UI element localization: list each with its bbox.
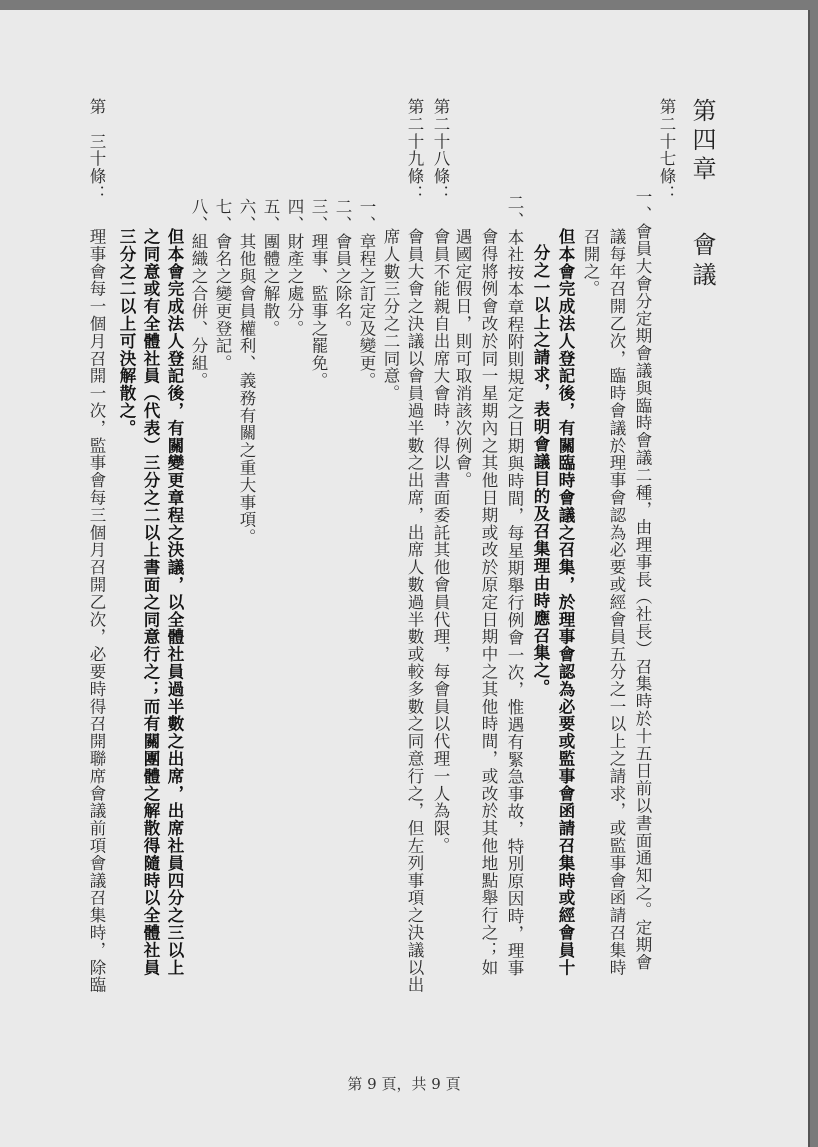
art29-item-7: 七、會名之變更登記。 bbox=[213, 198, 232, 372]
art30-text: 理事會每一個月召開一次，監事會每三個月召開乙次，必要時得召開聯席會議前項會議召集時，除臨 bbox=[87, 228, 106, 994]
document-page bbox=[0, 10, 810, 1147]
art30-label: 第 三十條： bbox=[87, 98, 106, 203]
art29-item-8: 八、組織之合併、分組。 bbox=[189, 198, 208, 390]
art27-proviso-line1: 但本會完成法人登記後，有關臨時會議之召集，於理事會認為必要或監事會函請召集時或經會員十 bbox=[556, 228, 575, 977]
art27-item2-line3: 遇國定假日，則可取消該次例會。 bbox=[453, 228, 472, 489]
art27-item2-line2: 會得將例會改於同一星期內之其他日期或改於原定日期中之其他時間，或改於其他地點舉行之；如 bbox=[479, 228, 498, 977]
chapter-title: 第四章 bbox=[688, 98, 716, 185]
art29-text: 會員大會之決議以會員過半數之出席，出席人數過半數或較多數之同意行之，但左列事項之決議以出 bbox=[405, 228, 424, 994]
art27-proviso-line2: 分之一以上之請求，表明會議目的及召集理由時應召集之。 bbox=[531, 244, 550, 697]
art29-item-2: 二、會員之除名。 bbox=[333, 198, 352, 338]
page-footer: 第 9 頁，共 9 頁 bbox=[347, 1075, 461, 1093]
art29-text-cont: 席人數三分之二同意。 bbox=[381, 228, 400, 402]
art27-item2-line1: 二、本社按本章程附則規定之日期與時間，每星期舉行例會一次，惟遇有緊急事故，特別原因時，理事 bbox=[505, 194, 524, 977]
art27-label: 第二十七條： bbox=[657, 98, 676, 203]
art29-item-4: 四、財產之處分。 bbox=[285, 198, 304, 338]
art28-text: 會員不能親自出席大會時，得以書面委託其他會員代理，每會員以代理一人為限。 bbox=[431, 228, 450, 855]
art29-item-1: 一、章程之訂定及變更。 bbox=[357, 198, 376, 390]
art29-proviso-line2: 之同意或有全體社員（代表）三分之二以上書面之同意行之；而有關團體之解散得隨時以全體社員 bbox=[141, 228, 160, 977]
art27-item1-line2: 議每年召開乙次，臨時會議於理事會認為必要或經會員五分之一以上之請求，或監事會函請召集時 bbox=[607, 228, 626, 977]
art29-label: 第二十九條： bbox=[405, 98, 424, 203]
art29-item-5: 五、團體之解散。 bbox=[261, 198, 280, 338]
chapter-name: 會議 bbox=[688, 232, 716, 292]
art29-item-3: 三、理事、監事之罷免。 bbox=[309, 198, 328, 390]
art29-proviso-line3: 三分之二以上可決解散之。 bbox=[117, 228, 136, 437]
art29-item-6: 六、其他與會員權利、義務有關之重大事項。 bbox=[237, 198, 256, 546]
art29-proviso-line1: 但本會完成法人登記後，有關變更章程之決議，以全體社員過半數之出席，出席社員四分之三以上 bbox=[165, 228, 184, 977]
art27-item1-line3: 召開之。 bbox=[581, 228, 600, 298]
art28-label: 第二十八條： bbox=[431, 98, 450, 203]
art27-item1-line1: 一、會員大會分定期會議與臨時會議二種，由理事長（社長）召集時於十五日前以書面通知之。定期會 bbox=[633, 188, 652, 971]
